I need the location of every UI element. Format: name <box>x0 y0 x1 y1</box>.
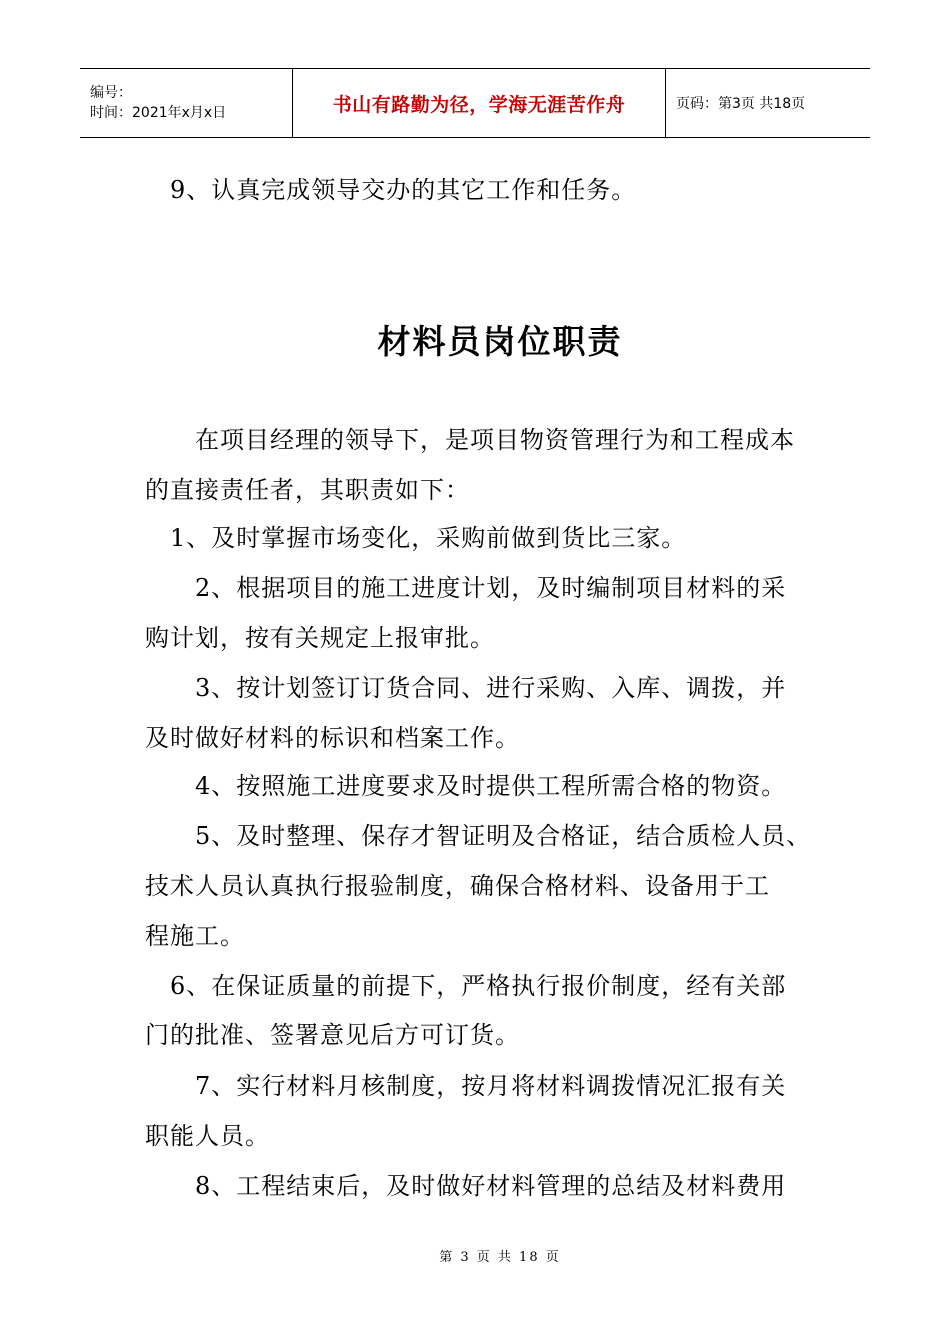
paragraph-line: 程施工。 <box>145 922 245 950</box>
paragraph-line: 的直接责任者，其职责如下： <box>145 476 470 504</box>
header-motto: 书山有路勤为径，学海无涯苦作舟 <box>332 93 626 116</box>
paragraph-line: 4、按照施工进度要求及时提供工程所需合格的物资。 <box>195 772 787 800</box>
paragraph-line: 3、按计划签订订货合同、进行采购、入库、调拨，并 <box>195 674 787 702</box>
paragraph-line: 技术人员认真执行报验制度，确保合格材料、设备用于工 <box>145 872 770 900</box>
header-motto-cell <box>292 69 666 137</box>
page-footer: 第 3 页 共 18 页 <box>439 1250 561 1265</box>
header-page-info: 页码：第3页 共18页 <box>676 96 806 112</box>
paragraph-line: 职能人员。 <box>145 1122 270 1150</box>
document-date: 时间：2021年x月x日 <box>90 105 227 121</box>
document-number-label: 编号： <box>90 85 132 101</box>
section-title: 材料员岗位职责 <box>377 322 623 361</box>
paragraph-line: 5、及时整理、保存才智证明及合格证，结合质检人员、 <box>195 822 812 850</box>
paragraph-line: 购计划，按有关规定上报审批。 <box>145 624 495 652</box>
paragraph-line: 门的批准、签署意见后方可订货。 <box>145 1021 520 1049</box>
header-left-cell <box>80 69 292 137</box>
paragraph-line: 1、及时掌握市场变化，采购前做到货比三家。 <box>170 524 687 552</box>
paragraph-line: 在项目经理的领导下，是项目物资管理行为和工程成本 <box>195 426 795 454</box>
paragraph-line: 及时做好材料的标识和档案工作。 <box>145 724 520 752</box>
previous-item-9: 9、认真完成领导交办的其它工作和任务。 <box>170 176 637 204</box>
page-header <box>80 68 870 138</box>
paragraph-line: 7、实行材料月核制度，按月将材料调拨情况汇报有关 <box>195 1072 787 1100</box>
header-page-cell <box>666 69 870 137</box>
paragraph-line: 8、工程结束后，及时做好材料管理的总结及材料费用 <box>195 1172 787 1200</box>
paragraph-line: 6、在保证质量的前提下，严格执行报价制度，经有关部 <box>170 972 787 1000</box>
paragraph-line: 2、根据项目的施工进度计划，及时编制项目材料的采 <box>195 574 787 602</box>
